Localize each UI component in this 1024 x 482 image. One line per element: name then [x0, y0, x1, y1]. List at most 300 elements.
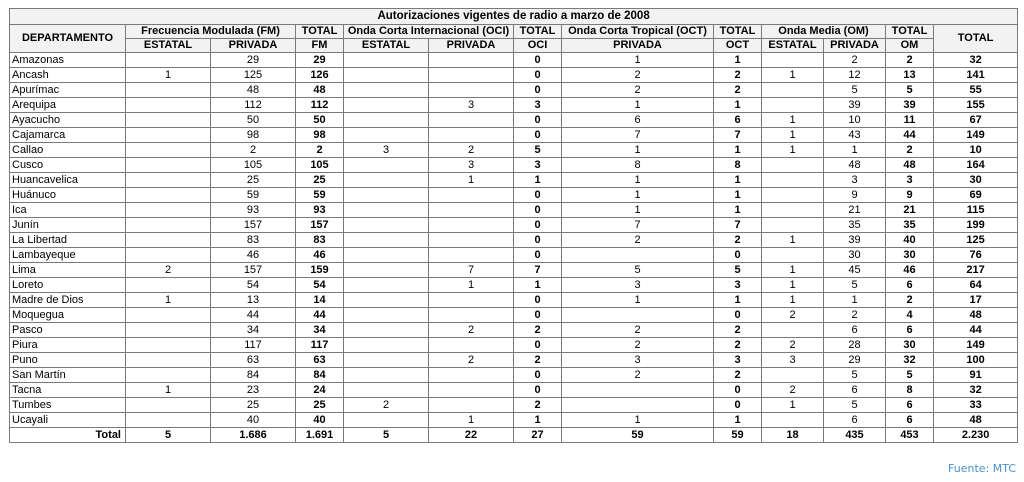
cell-oci-tot: 27	[514, 428, 562, 443]
cell-oci-tot: 0	[514, 83, 562, 98]
cell-fm-est: 1	[126, 68, 211, 83]
cell-om-priv: 5	[824, 398, 886, 413]
cell-om-priv: 2	[824, 308, 886, 323]
cell-oci-priv	[429, 53, 514, 68]
cell-fm-est	[126, 233, 211, 248]
cell-oci-priv	[429, 338, 514, 353]
header-total-all: TOTAL	[934, 25, 1018, 53]
cell-oct-tot: 2	[714, 233, 762, 248]
cell-om-tot: 9	[886, 188, 934, 203]
table-header	[10, 9, 1018, 53]
cell-oci-est	[344, 413, 429, 428]
cell-fm-priv: 29	[211, 53, 296, 68]
cell-dept: Ayacucho	[10, 113, 126, 128]
cell-om-priv: 39	[824, 233, 886, 248]
table-row	[10, 248, 1018, 263]
cell-oci-est	[344, 308, 429, 323]
cell-om-tot: 6	[886, 278, 934, 293]
header-total-oci-bottom: OCI	[514, 39, 562, 53]
cell-total: 69	[934, 188, 1018, 203]
cell-fm-tot: 46	[296, 248, 344, 263]
cell-oct-tot: 0	[714, 248, 762, 263]
cell-om-priv: 28	[824, 338, 886, 353]
table-row	[10, 68, 1018, 83]
table-body	[10, 53, 1018, 443]
cell-om-priv: 5	[824, 278, 886, 293]
cell-oct-priv: 8	[562, 158, 714, 173]
cell-fm-est	[126, 158, 211, 173]
cell-oci-tot: 5	[514, 143, 562, 158]
cell-total: 67	[934, 113, 1018, 128]
cell-total: 44	[934, 323, 1018, 338]
cell-om-tot: 11	[886, 113, 934, 128]
cell-oci-tot: 0	[514, 128, 562, 143]
source-note: Fuente: MTC	[948, 462, 1016, 475]
header-departamento: DEPARTAMENTO	[10, 25, 126, 53]
cell-total: 48	[934, 308, 1018, 323]
cell-oct-priv: 1	[562, 173, 714, 188]
cell-fm-est	[126, 323, 211, 338]
cell-total: 76	[934, 248, 1018, 263]
cell-oct-tot: 5	[714, 263, 762, 278]
table-row	[10, 338, 1018, 353]
cell-oct-priv: 5	[562, 263, 714, 278]
cell-fm-tot: 34	[296, 323, 344, 338]
cell-dept: Huánuco	[10, 188, 126, 203]
cell-oct-priv: 2	[562, 338, 714, 353]
header-om-estatal: ESTATAL	[762, 39, 824, 53]
cell-fm-priv: 2	[211, 143, 296, 158]
cell-fm-est	[126, 53, 211, 68]
cell-oct-priv	[562, 398, 714, 413]
cell-oci-tot: 0	[514, 383, 562, 398]
cell-total: 149	[934, 338, 1018, 353]
cell-om-tot: 13	[886, 68, 934, 83]
cell-fm-tot: 48	[296, 83, 344, 98]
cell-dept: Pasco	[10, 323, 126, 338]
table-row	[10, 113, 1018, 128]
table-row	[10, 323, 1018, 338]
cell-om-tot: 32	[886, 353, 934, 368]
cell-oci-priv	[429, 383, 514, 398]
cell-oci-tot: 1	[514, 173, 562, 188]
cell-fm-tot: 29	[296, 53, 344, 68]
cell-oci-tot: 0	[514, 308, 562, 323]
table-row	[10, 278, 1018, 293]
radio-authorizations-table	[9, 8, 1018, 443]
cell-dept: Puno	[10, 353, 126, 368]
cell-oci-tot: 0	[514, 68, 562, 83]
cell-om-est: 1	[762, 233, 824, 248]
cell-fm-est: 2	[126, 263, 211, 278]
cell-total: 48	[934, 413, 1018, 428]
cell-om-est: 1	[762, 278, 824, 293]
table-row	[10, 293, 1018, 308]
cell-dept: Lima	[10, 263, 126, 278]
table-row	[10, 233, 1018, 248]
cell-oci-tot: 0	[514, 293, 562, 308]
header-oci-privada: PRIVADA	[429, 39, 514, 53]
header-fm-privada: PRIVADA	[211, 39, 296, 53]
cell-oci-est	[344, 158, 429, 173]
cell-oct-priv: 1	[562, 188, 714, 203]
cell-oci-tot: 7	[514, 263, 562, 278]
cell-om-est: 3	[762, 353, 824, 368]
cell-oct-priv	[562, 248, 714, 263]
table-row	[10, 368, 1018, 383]
cell-om-est	[762, 368, 824, 383]
cell-om-priv: 6	[824, 413, 886, 428]
cell-om-tot: 35	[886, 218, 934, 233]
cell-total: 164	[934, 158, 1018, 173]
table-title: Autorizaciones vigentes de radio a marzo de 2008	[10, 9, 1018, 25]
cell-om-est: 1	[762, 263, 824, 278]
cell-fm-tot: 25	[296, 398, 344, 413]
cell-oct-tot: 8	[714, 158, 762, 173]
cell-fm-est	[126, 83, 211, 98]
cell-fm-est	[126, 173, 211, 188]
cell-oct-priv	[562, 308, 714, 323]
cell-oci-priv: 2	[429, 353, 514, 368]
cell-oct-tot: 1	[714, 173, 762, 188]
cell-om-tot: 2	[886, 53, 934, 68]
cell-oct-tot: 2	[714, 83, 762, 98]
cell-total: 55	[934, 83, 1018, 98]
cell-om-est: 1	[762, 113, 824, 128]
table-row	[10, 353, 1018, 368]
cell-oci-est	[344, 353, 429, 368]
cell-dept: Huancavelica	[10, 173, 126, 188]
cell-oci-priv: 2	[429, 143, 514, 158]
cell-fm-priv: 40	[211, 413, 296, 428]
cell-fm-priv: 117	[211, 338, 296, 353]
cell-dept: Total	[10, 428, 126, 443]
cell-fm-tot: 24	[296, 383, 344, 398]
header-total-om-top: TOTAL	[886, 25, 934, 39]
cell-oct-priv: 7	[562, 128, 714, 143]
cell-oci-est	[344, 53, 429, 68]
cell-dept: Arequipa	[10, 98, 126, 113]
cell-fm-est: 1	[126, 293, 211, 308]
cell-dept: Amazonas	[10, 53, 126, 68]
cell-om-tot: 39	[886, 98, 934, 113]
cell-oct-tot: 0	[714, 308, 762, 323]
cell-om-est	[762, 218, 824, 233]
cell-fm-priv: 25	[211, 398, 296, 413]
cell-fm-est	[126, 398, 211, 413]
cell-oct-tot: 3	[714, 353, 762, 368]
table-row	[10, 413, 1018, 428]
cell-oct-priv: 2	[562, 323, 714, 338]
cell-om-est: 1	[762, 398, 824, 413]
cell-oci-priv: 1	[429, 413, 514, 428]
cell-oci-tot: 0	[514, 53, 562, 68]
cell-om-tot: 8	[886, 383, 934, 398]
cell-fm-priv: 59	[211, 188, 296, 203]
cell-om-priv: 1	[824, 143, 886, 158]
cell-om-est	[762, 323, 824, 338]
cell-om-priv: 39	[824, 98, 886, 113]
cell-oct-priv: 2	[562, 68, 714, 83]
cell-oci-tot: 3	[514, 98, 562, 113]
cell-oci-est	[344, 83, 429, 98]
cell-fm-tot: 50	[296, 113, 344, 128]
cell-om-priv: 5	[824, 368, 886, 383]
cell-oct-tot: 2	[714, 368, 762, 383]
cell-oct-priv: 59	[562, 428, 714, 443]
cell-dept: Madre de Dios	[10, 293, 126, 308]
cell-dept: Apurímac	[10, 83, 126, 98]
cell-oci-est: 2	[344, 398, 429, 413]
cell-oci-tot: 0	[514, 188, 562, 203]
header-total-oct-bottom: OCT	[714, 39, 762, 53]
cell-fm-tot: 40	[296, 413, 344, 428]
cell-om-est: 1	[762, 293, 824, 308]
cell-oci-est: 3	[344, 143, 429, 158]
header-total-fm-bottom: FM	[296, 39, 344, 53]
cell-oci-tot: 2	[514, 353, 562, 368]
cell-oci-est	[344, 248, 429, 263]
cell-total: 155	[934, 98, 1018, 113]
cell-fm-priv: 46	[211, 248, 296, 263]
cell-om-priv: 35	[824, 218, 886, 233]
cell-om-est	[762, 158, 824, 173]
cell-om-priv: 2	[824, 53, 886, 68]
cell-oci-est: 5	[344, 428, 429, 443]
cell-oci-priv	[429, 83, 514, 98]
cell-oct-priv: 3	[562, 278, 714, 293]
table-row	[10, 263, 1018, 278]
cell-fm-tot: 25	[296, 173, 344, 188]
header-total-fm-top: TOTAL	[296, 25, 344, 39]
cell-oci-priv	[429, 368, 514, 383]
cell-fm-priv: 93	[211, 203, 296, 218]
cell-oci-priv	[429, 203, 514, 218]
cell-total: 32	[934, 383, 1018, 398]
cell-oct-tot: 1	[714, 293, 762, 308]
cell-oct-tot: 2	[714, 323, 762, 338]
cell-om-tot: 6	[886, 398, 934, 413]
cell-om-tot: 453	[886, 428, 934, 443]
cell-om-est	[762, 53, 824, 68]
cell-oct-priv: 1	[562, 98, 714, 113]
cell-oct-tot: 1	[714, 203, 762, 218]
header-om-group: Onda Media (OM)	[762, 25, 886, 39]
cell-oci-est	[344, 278, 429, 293]
cell-oci-est	[344, 203, 429, 218]
cell-fm-tot: 44	[296, 308, 344, 323]
cell-total: 33	[934, 398, 1018, 413]
cell-om-tot: 40	[886, 233, 934, 248]
cell-oci-est	[344, 68, 429, 83]
header-total-oct-top: TOTAL	[714, 25, 762, 39]
cell-total: 30	[934, 173, 1018, 188]
cell-fm-tot: 59	[296, 188, 344, 203]
cell-om-est: 1	[762, 143, 824, 158]
cell-dept: Junín	[10, 218, 126, 233]
cell-total: 32	[934, 53, 1018, 68]
cell-om-tot: 30	[886, 338, 934, 353]
cell-fm-est	[126, 413, 211, 428]
cell-fm-est	[126, 368, 211, 383]
cell-dept: Piura	[10, 338, 126, 353]
cell-oci-est	[344, 368, 429, 383]
cell-dept: Ancash	[10, 68, 126, 83]
cell-oci-est	[344, 218, 429, 233]
cell-fm-priv: 63	[211, 353, 296, 368]
cell-oct-priv: 1	[562, 203, 714, 218]
cell-om-tot: 5	[886, 368, 934, 383]
cell-oci-priv: 1	[429, 278, 514, 293]
cell-om-tot: 21	[886, 203, 934, 218]
cell-fm-tot: 93	[296, 203, 344, 218]
table-row	[10, 383, 1018, 398]
cell-oci-priv	[429, 248, 514, 263]
cell-oct-tot: 1	[714, 413, 762, 428]
cell-om-est: 2	[762, 383, 824, 398]
cell-dept: Callao	[10, 143, 126, 158]
cell-om-tot: 44	[886, 128, 934, 143]
cell-fm-priv: 1.686	[211, 428, 296, 443]
cell-om-priv: 48	[824, 158, 886, 173]
cell-oci-priv	[429, 188, 514, 203]
cell-om-priv: 10	[824, 113, 886, 128]
cell-fm-tot: 2	[296, 143, 344, 158]
cell-om-est	[762, 203, 824, 218]
header-oci-group: Onda Corta Internacional (OCI)	[344, 25, 514, 39]
cell-om-priv: 9	[824, 188, 886, 203]
table-wrapper	[9, 8, 1017, 443]
cell-fm-est	[126, 98, 211, 113]
cell-dept: Ucayali	[10, 413, 126, 428]
cell-oci-tot: 0	[514, 218, 562, 233]
cell-om-priv: 435	[824, 428, 886, 443]
cell-fm-est	[126, 353, 211, 368]
cell-fm-tot: 98	[296, 128, 344, 143]
cell-oct-tot: 7	[714, 128, 762, 143]
cell-oci-priv	[429, 68, 514, 83]
cell-oci-tot: 1	[514, 278, 562, 293]
cell-oci-priv	[429, 233, 514, 248]
cell-oci-est	[344, 383, 429, 398]
cell-fm-est	[126, 248, 211, 263]
table-row	[10, 188, 1018, 203]
cell-oci-est	[344, 263, 429, 278]
cell-oct-priv: 2	[562, 368, 714, 383]
cell-om-priv: 6	[824, 323, 886, 338]
cell-oci-tot: 0	[514, 203, 562, 218]
table-row	[10, 158, 1018, 173]
cell-oct-tot: 1	[714, 53, 762, 68]
cell-oci-est	[344, 113, 429, 128]
cell-fm-tot: 117	[296, 338, 344, 353]
cell-om-priv: 21	[824, 203, 886, 218]
header-fm-group: Frecuencia Modulada (FM)	[126, 25, 296, 39]
cell-oct-tot: 0	[714, 383, 762, 398]
cell-total: 91	[934, 368, 1018, 383]
cell-om-priv: 5	[824, 83, 886, 98]
table-row	[10, 98, 1018, 113]
cell-fm-priv: 34	[211, 323, 296, 338]
cell-om-tot: 4	[886, 308, 934, 323]
cell-fm-tot: 63	[296, 353, 344, 368]
cell-fm-priv: 105	[211, 158, 296, 173]
cell-dept: Ica	[10, 203, 126, 218]
cell-om-priv: 6	[824, 383, 886, 398]
cell-oci-priv	[429, 293, 514, 308]
cell-fm-priv: 23	[211, 383, 296, 398]
cell-om-est: 2	[762, 308, 824, 323]
cell-oci-est	[344, 293, 429, 308]
cell-om-priv: 45	[824, 263, 886, 278]
cell-dept: San Martín	[10, 368, 126, 383]
cell-om-tot: 46	[886, 263, 934, 278]
cell-oci-priv: 3	[429, 98, 514, 113]
cell-oci-tot: 1	[514, 413, 562, 428]
cell-om-priv: 3	[824, 173, 886, 188]
cell-oci-priv	[429, 218, 514, 233]
cell-fm-priv: 50	[211, 113, 296, 128]
cell-oct-priv: 6	[562, 113, 714, 128]
cell-om-est	[762, 188, 824, 203]
cell-om-tot: 3	[886, 173, 934, 188]
cell-fm-tot: 1.691	[296, 428, 344, 443]
cell-dept: Tacna	[10, 383, 126, 398]
cell-fm-priv: 125	[211, 68, 296, 83]
cell-oct-priv: 1	[562, 413, 714, 428]
table-row	[10, 143, 1018, 158]
cell-oci-priv	[429, 113, 514, 128]
cell-om-priv: 43	[824, 128, 886, 143]
total-row	[10, 428, 1018, 443]
cell-om-est	[762, 98, 824, 113]
cell-oct-tot: 2	[714, 68, 762, 83]
cell-fm-priv: 98	[211, 128, 296, 143]
cell-fm-priv: 54	[211, 278, 296, 293]
cell-dept: Moquegua	[10, 308, 126, 323]
cell-fm-est	[126, 308, 211, 323]
cell-oct-priv: 1	[562, 143, 714, 158]
cell-om-tot: 48	[886, 158, 934, 173]
cell-total: 64	[934, 278, 1018, 293]
cell-fm-est	[126, 218, 211, 233]
cell-oci-tot: 2	[514, 323, 562, 338]
cell-total: 2.230	[934, 428, 1018, 443]
cell-oct-tot: 59	[714, 428, 762, 443]
header-oct-privada: PRIVADA	[562, 39, 714, 53]
cell-oci-priv: 1	[429, 173, 514, 188]
header-total-om-bottom: OM	[886, 39, 934, 53]
cell-om-tot: 6	[886, 323, 934, 338]
cell-oct-tot: 1	[714, 98, 762, 113]
cell-fm-est	[126, 338, 211, 353]
cell-fm-tot: 112	[296, 98, 344, 113]
cell-oci-priv	[429, 398, 514, 413]
cell-fm-priv: 48	[211, 83, 296, 98]
cell-fm-est: 1	[126, 383, 211, 398]
cell-oci-priv: 22	[429, 428, 514, 443]
cell-dept: Cajamarca	[10, 128, 126, 143]
table-row	[10, 308, 1018, 323]
cell-oct-tot: 3	[714, 278, 762, 293]
cell-oct-priv	[562, 383, 714, 398]
cell-oci-priv: 2	[429, 323, 514, 338]
cell-oct-tot: 7	[714, 218, 762, 233]
cell-fm-tot: 14	[296, 293, 344, 308]
cell-fm-tot: 159	[296, 263, 344, 278]
cell-fm-priv: 44	[211, 308, 296, 323]
cell-om-priv: 1	[824, 293, 886, 308]
